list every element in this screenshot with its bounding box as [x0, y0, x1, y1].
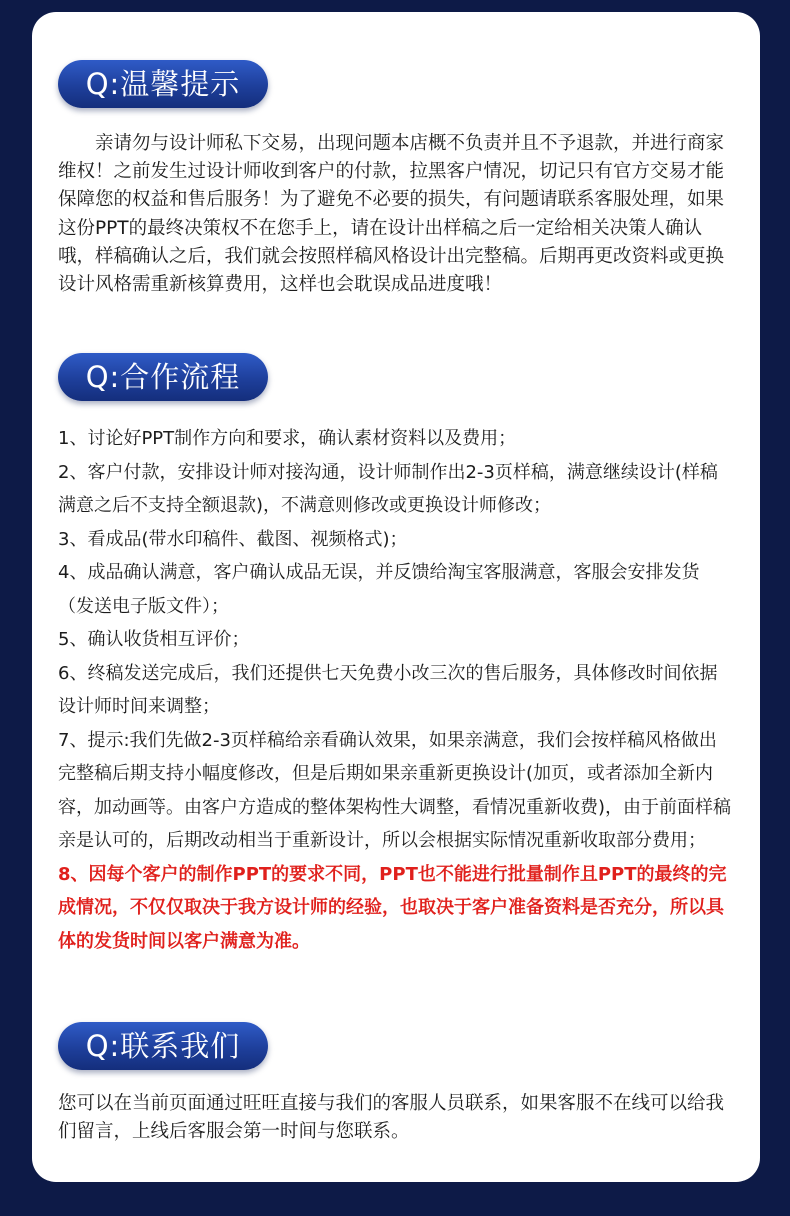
contact-paragraph: 您可以在当前页面通过旺旺直接与我们的客服人员联系，如果客服不在线可以给我们留言，上线后客服会第一时间与您联系。 — [58, 1093, 725, 1142]
list-item: 4、成品确认满意，客户确认成品无误，并反馈给淘宝客服满意，客服会安排发货（发送电子版文件）； — [58, 562, 700, 617]
tips-heading: Q:温馨提示 — [58, 60, 268, 108]
contact-heading: Q:联系我们 — [58, 1022, 268, 1070]
process-list — [58, 422, 734, 958]
content-card — [32, 12, 760, 1182]
highlight-notice: 8、因每个客户的制作PPT的要求不同，PPT也不能进行批量制作且PPT的最终的完成情况，不仅仅取决于我方设计师的经验，也取决于客户准备资料是否充分，所以具体的发货时间以客户满意为准。 — [58, 863, 727, 952]
list-item: 3、看成品(带水印稿件、截图、视频格式)； — [58, 528, 408, 550]
list-item: 5、确认收货相互评价； — [58, 629, 250, 650]
process-heading: Q:合作流程 — [58, 353, 268, 401]
list-item: 6、终稿发送完成后，我们还提供七天免费小改三次的售后服务，具体修改时间依据设计师时间来调整； — [58, 662, 718, 717]
list-item: 7、提示:我们先做2-3页样稿给亲看确认效果，如果亲满意，我们会按样稿风格做出完整稿后期支持小幅度修改，但是后期如果亲重新更换设计(加页，或者添加全新内容，加动画等。由客户方造成的整体架构性大调整，看情况重新收费)，由于前面样稿亲是认可的，后期改动相当于重新设计，所以会根据实际情况重新收取部分费用； — [58, 729, 732, 851]
list-item: 1、讨论好PPT制作方向和要求，确认素材资料以及费用； — [58, 428, 517, 449]
tips-paragraph: 亲请勿与设计师私下交易，出现问题本店概不负责并且不予退款，并进行商家维权！之前发生过设计师收到客户的付款，拉黑客户情况，切记只有官方交易才能保障您的权益和售后服务！为了避免不必要的损失，有问题请联系客服处理，如果这份PPT的最终决策权不在您手上，请在设计出样稿之后一定给相关决策人确认哦，样稿确认之后，我们就会按照样稿风格设计出完整稿。后期再更改资料或更换设计风格需重新核算费用，这样也会耽误成品进度哦！ — [58, 133, 725, 296]
list-item: 2、客户付款，安排设计师对接沟通，设计师制作出2-3页样稿，满意继续设计(样稿满意之后不支持全额退款)，不满意则修改或更换设计师修改； — [58, 461, 718, 516]
